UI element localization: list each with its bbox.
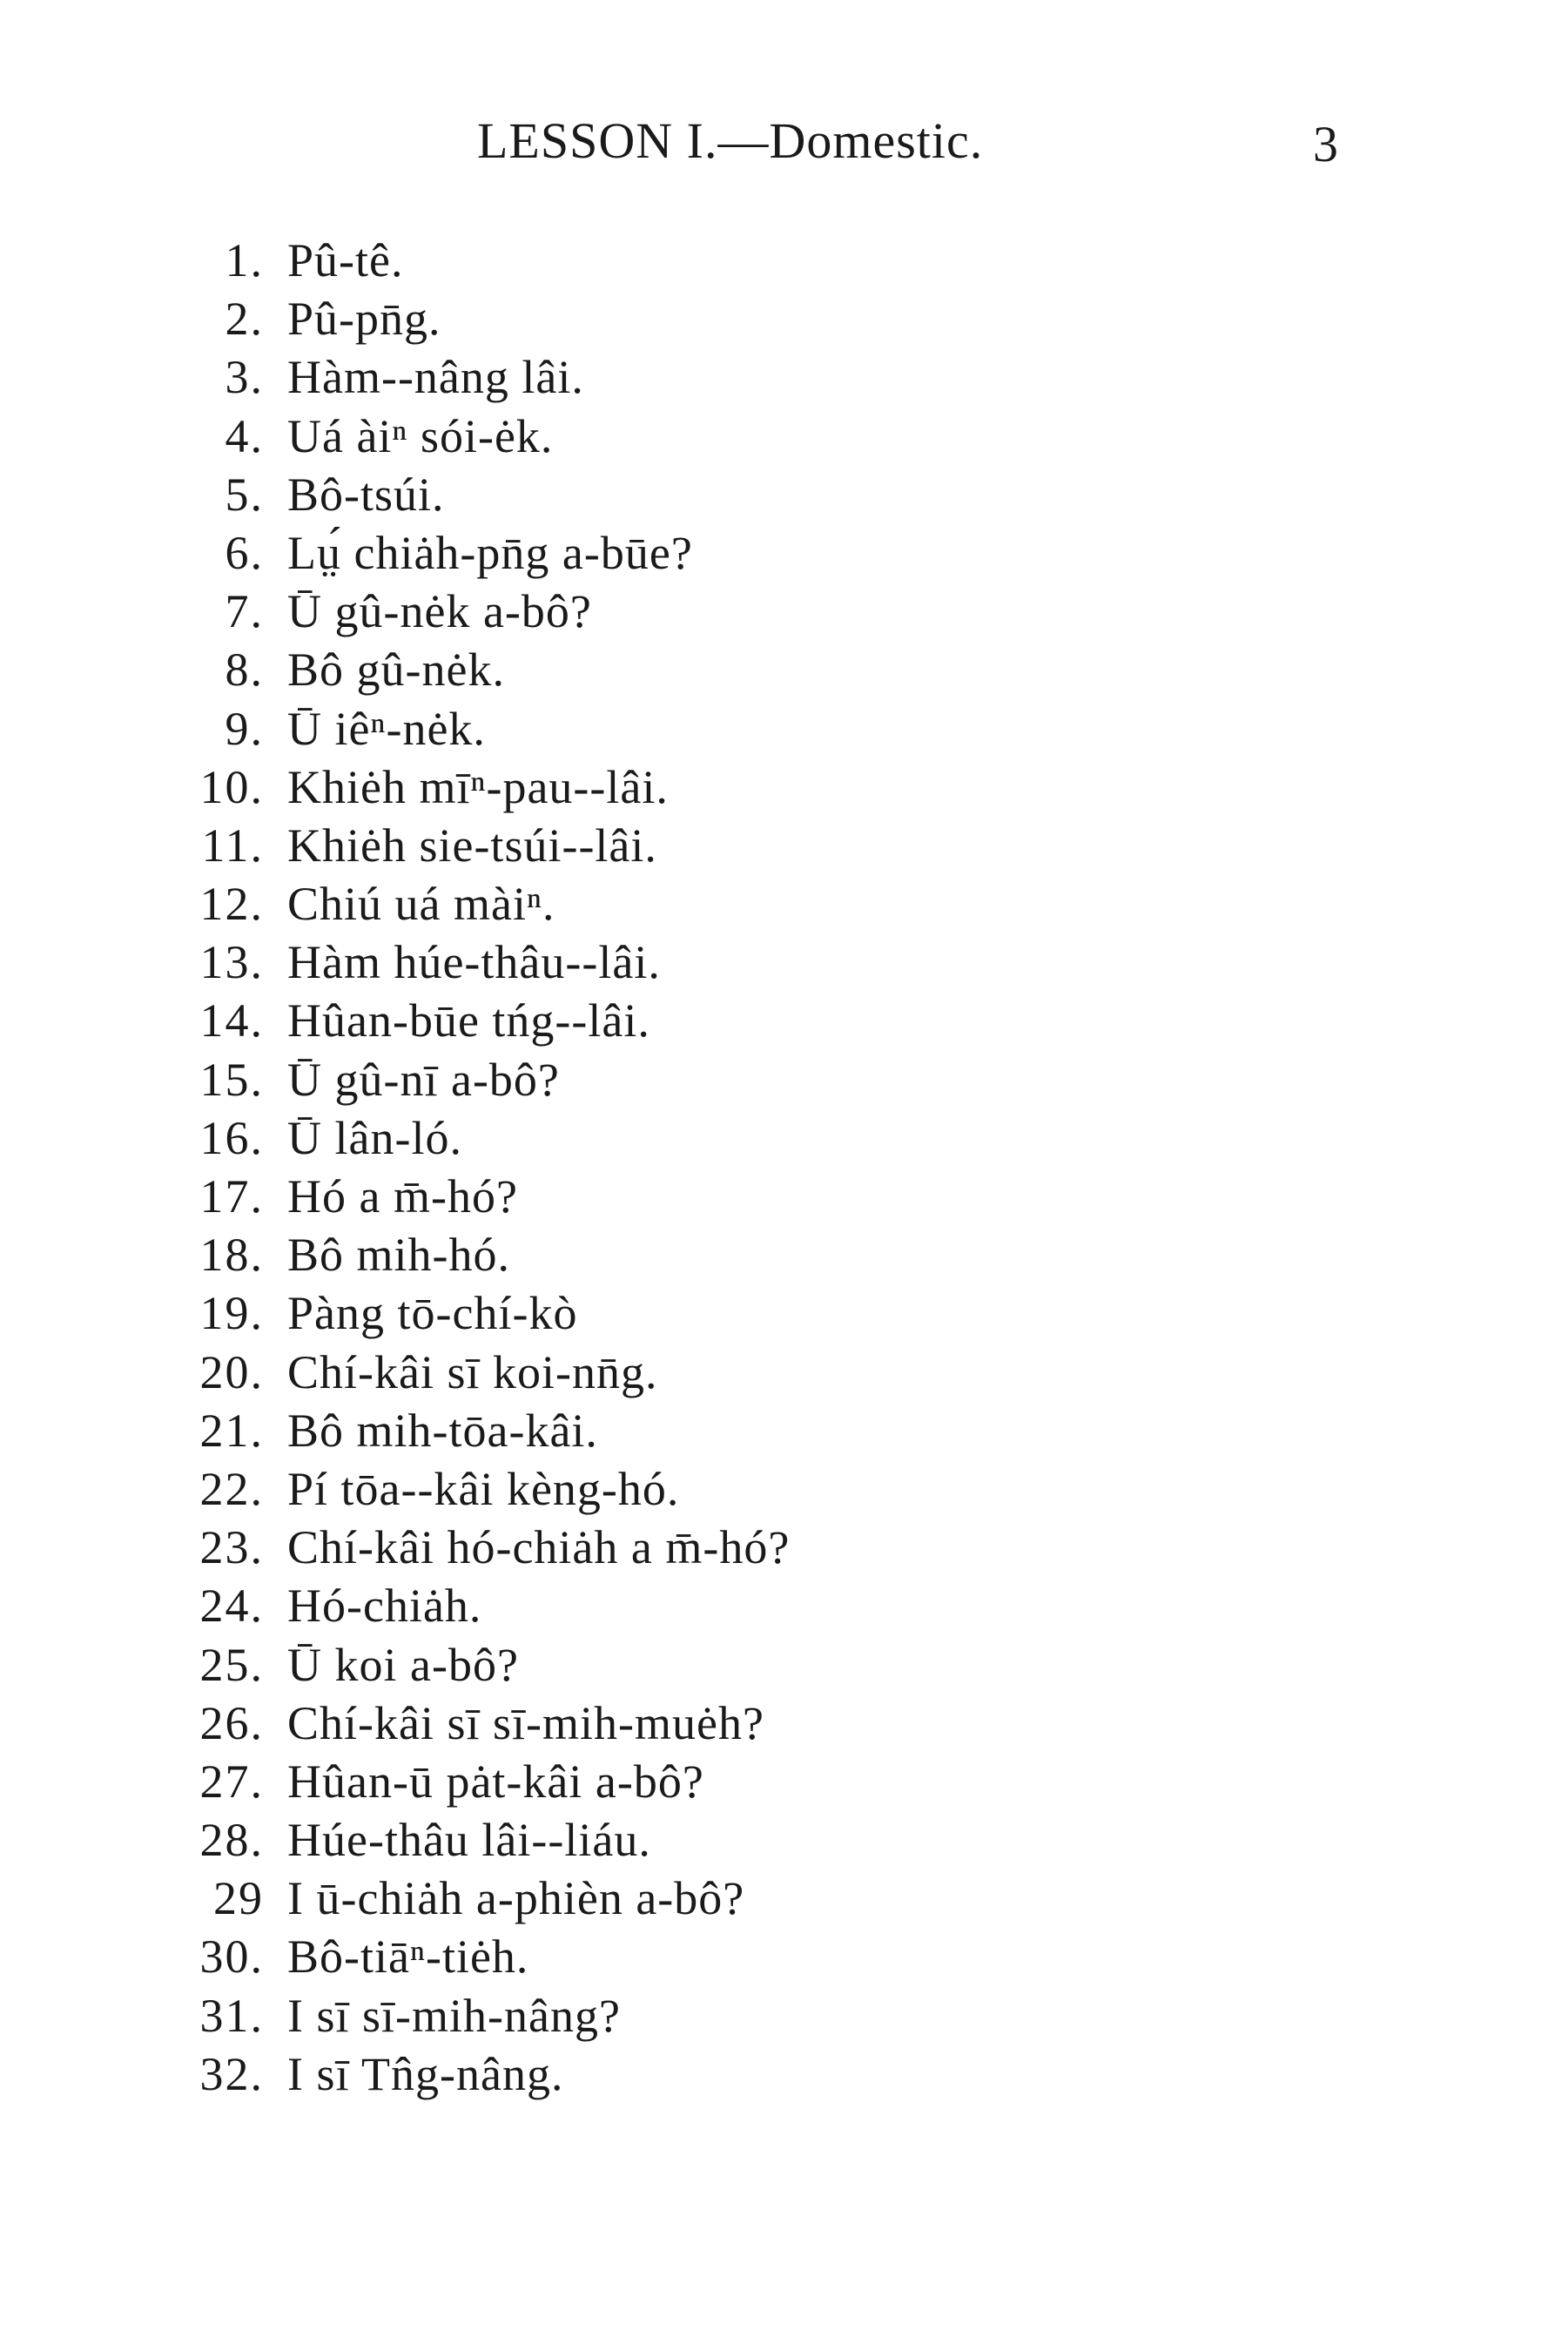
sentence-text: Bô mih-hó. [287, 1229, 511, 1282]
line-number: 17. [199, 1170, 264, 1223]
sentence-line [0, 584, 1568, 643]
sentence-text: Khiėh sie-tsúi--lâi. [287, 818, 657, 872]
sentence-text: Uá àiⁿ sói-ėk. [287, 409, 554, 462]
sentence-line [0, 1462, 1568, 1520]
line-number: 2. [225, 293, 264, 346]
sentence-line [0, 877, 1568, 935]
line-number: 32. [199, 2047, 264, 2100]
sentence-line [0, 1286, 1568, 1344]
sentence-line [0, 1345, 1568, 1404]
line-number: 15. [199, 1053, 264, 1106]
sentence-line [0, 760, 1568, 818]
line-number: 11. [201, 818, 264, 872]
sentence-line [0, 1930, 1568, 1988]
sentence-line [0, 1169, 1568, 1228]
sentence-line [0, 818, 1568, 877]
sentence-line [0, 1989, 1568, 2047]
sentence-line [0, 1638, 1568, 1696]
sentence-line [0, 702, 1568, 760]
line-number: 19. [199, 1287, 264, 1340]
line-number: 13. [199, 936, 264, 989]
sentence-text: Hûan-ū pȧt-kâi a-bô? [287, 1755, 704, 1808]
lesson-title: LESSON I.—Domestic. [477, 112, 984, 169]
line-number: 12. [199, 878, 264, 931]
line-number: 3. [225, 351, 264, 404]
line-number: 6. [225, 526, 264, 579]
sentence-text: Ū gû-nī a-bô? [287, 1053, 560, 1106]
sentence-text: Ū iêⁿ-nėk. [287, 702, 486, 755]
line-number: 5. [225, 468, 264, 521]
sentence-text: I sī Tn̂g-nâng. [287, 2047, 564, 2100]
sentence-text: Ū koi a-bô? [287, 1638, 519, 1691]
sentence-line [0, 1871, 1568, 1930]
line-number: 24. [199, 1580, 264, 1633]
sentence-line [0, 292, 1568, 350]
sentence-text: Pí tōa--kâi kèng-hó. [287, 1462, 680, 1515]
sentence-text: Ū lân-ló. [287, 1111, 462, 1164]
sentence-line [0, 1696, 1568, 1755]
line-number: 14. [199, 994, 264, 1048]
line-number: 30. [199, 1930, 264, 1984]
sentence-text: Bô-tiāⁿ-tiėh. [287, 1930, 529, 1984]
sentence-text: Chiú uá màiⁿ. [287, 878, 555, 931]
line-number: 27. [199, 1755, 264, 1808]
line-number: 22. [199, 1462, 264, 1515]
sentence-line [0, 526, 1568, 584]
sentence-line [0, 935, 1568, 994]
sentence-line [0, 350, 1568, 408]
sentence-line [0, 1404, 1568, 1462]
line-number: 28. [199, 1814, 264, 1867]
sentence-text: Hàm--nâng lâi. [287, 351, 584, 404]
sentence-line [0, 1228, 1568, 1286]
line-number: 26. [199, 1696, 264, 1749]
sentence-text: Pû-pn̄g. [287, 293, 441, 346]
line-number: 18. [199, 1229, 264, 1282]
sentence-list [0, 233, 1568, 2105]
sentence-text: I sī sī-mih-nâng? [287, 1989, 621, 2042]
sentence-line [0, 468, 1568, 526]
sentence-line [0, 1755, 1568, 1813]
sentence-text: Ū gû-nėk a-bô? [287, 585, 592, 638]
sentence-text: Hó-chiȧh. [287, 1580, 482, 1633]
line-number: 31. [199, 1989, 264, 2042]
sentence-text: Bô mih-tōa-kâi. [287, 1404, 598, 1457]
sentence-line [0, 409, 1568, 468]
sentence-text: Hûan-būe tńg--lâi. [287, 994, 650, 1048]
line-number: 7. [225, 585, 264, 638]
sentence-text: Lṳ́ chiȧh-pn̄g a-būe? [287, 526, 693, 579]
line-number: 8. [225, 643, 264, 697]
line-number: 1. [225, 234, 264, 286]
sentence-text: Chí-kâi sī sī-mih-muėh? [287, 1696, 764, 1749]
line-number: 16. [199, 1111, 264, 1164]
line-number: 10. [199, 760, 264, 813]
running-head [0, 111, 1568, 181]
line-number: 9. [225, 702, 264, 755]
sentence-line [0, 233, 1568, 292]
line-number: 20. [199, 1345, 264, 1398]
sentence-line [0, 1579, 1568, 1637]
sentence-text: I ū-chiȧh a-phièn a-bô? [287, 1872, 745, 1925]
line-number: 25. [199, 1638, 264, 1691]
sentence-line [0, 1813, 1568, 1871]
sentence-text: Chí-kâi hó-chiȧh a m̄-hó? [287, 1521, 791, 1574]
sentence-text: Húe-thâu lâi--liáu. [287, 1814, 651, 1867]
sentence-text: Khiėh mīⁿ-pau--lâi. [287, 760, 669, 813]
sentence-line [0, 1520, 1568, 1579]
sentence-line [0, 643, 1568, 701]
sentence-line [0, 2047, 1568, 2105]
line-number: 29 [213, 1872, 264, 1925]
sentence-text: Chí-kâi sī koi-nn̄g. [287, 1345, 658, 1398]
line-number: 21. [199, 1404, 264, 1457]
line-number: 4. [225, 409, 264, 462]
line-number: 23. [199, 1521, 264, 1574]
sentence-text: Hàm húe-thâu--lâi. [287, 936, 661, 989]
sentence-line [0, 994, 1568, 1052]
sentence-text: Pû-tê. [287, 234, 404, 286]
sentence-text: Bô-tsúi. [287, 468, 445, 521]
sentence-text: Pàng tō-chí-kò [287, 1287, 578, 1340]
sentence-text: Hó a m̄-hó? [287, 1170, 518, 1223]
sentence-line [0, 1053, 1568, 1111]
page-number: 3 [1313, 116, 1338, 172]
sentence-text: Bô gû-nėk. [287, 643, 505, 697]
sentence-line [0, 1111, 1568, 1169]
